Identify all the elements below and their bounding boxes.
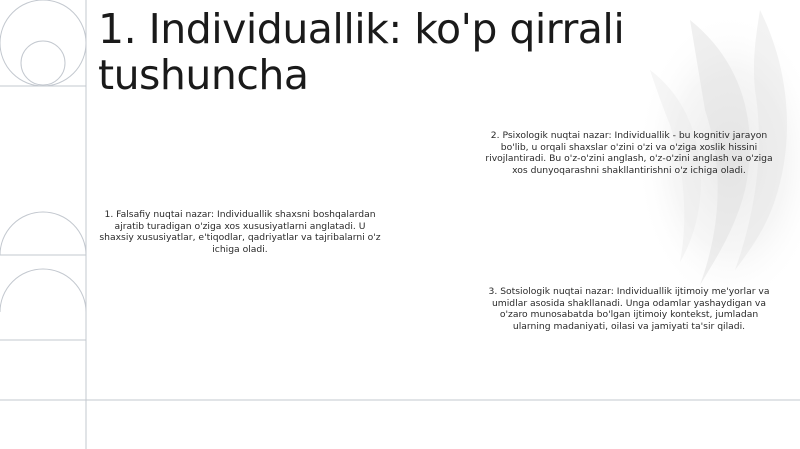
point-psychological: 2. Psixologik nuqtai nazar: Individuallik - bu kognitiv jarayon bo'lib, u orqali shaxslar o'zini o'zi va o'ziga xoslik hissini rivojlantiradi. Bu o'z-o'zini anglash, o'z-o'zini anglash va o'ziga xos dunyoqarashni shakllantirishni o'z ichiga oladi. bbox=[485, 130, 773, 176]
point-sociological: 3. Sotsiologik nuqtai nazar: Individuallik ijtimoiy me'yorlar va umidlar asosida shakllanadi. Unga odamlar yashaydigan va o'zaro munosabatda bo'lgan ijtimoiy kontekst, jumladan ularning madaniyati, oilasi va jamiyati ta'sir qiladi. bbox=[488, 286, 770, 332]
slide-title: 1. Individuallik: ko'p qirrali tushuncha bbox=[98, 5, 625, 99]
point-philosophical: 1. Falsafiy nuqtai nazar: Individuallik shaxsni boshqalardan ajratib turadigan o'ziga xos xususiyatlarni anglatadi. U shaxsiy xususiyatlar, e'tiqodlar, qadriyatlar va tajribalarni o'z ichiga oladi. bbox=[99, 209, 381, 255]
